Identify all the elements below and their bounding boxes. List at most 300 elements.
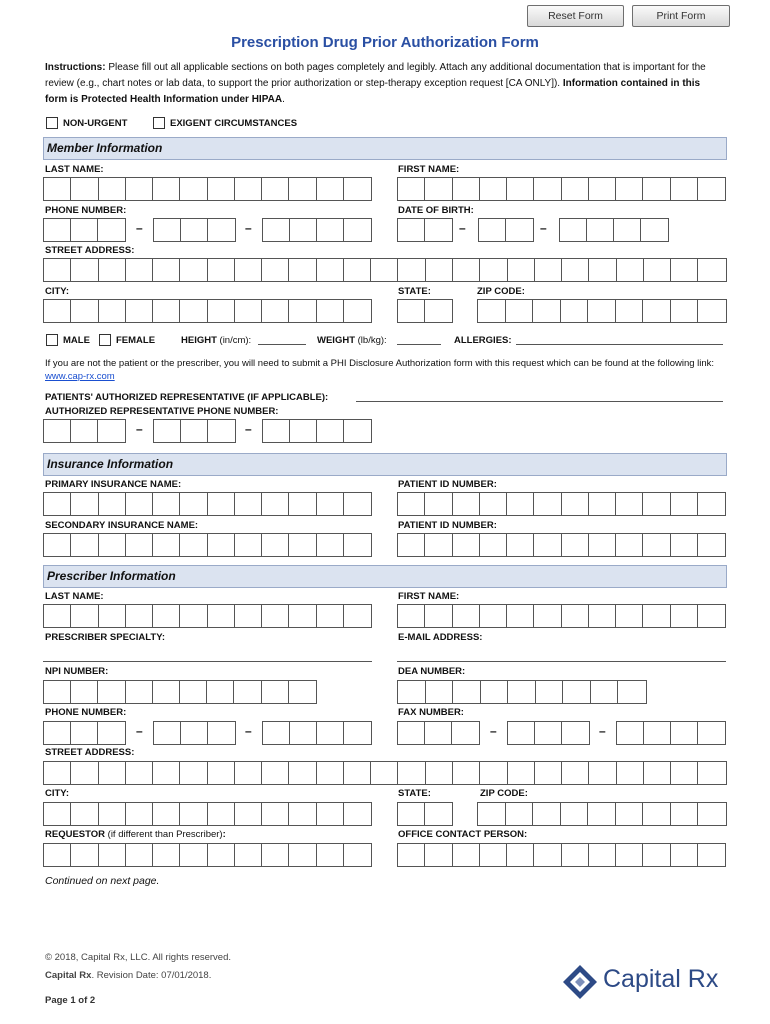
char-cell[interactable] — [425, 493, 452, 515]
char-cell[interactable] — [535, 722, 562, 744]
char-cell[interactable] — [235, 259, 262, 281]
specialty-input[interactable] — [43, 661, 372, 662]
char-cell[interactable] — [425, 534, 452, 556]
char-cell[interactable] — [617, 722, 644, 744]
char-cell[interactable] — [208, 219, 235, 241]
char-cell[interactable] — [534, 605, 561, 627]
char-cell[interactable] — [344, 534, 371, 556]
char-cell[interactable] — [398, 178, 425, 200]
char-cell[interactable] — [181, 219, 208, 241]
char-cell[interactable] — [44, 420, 71, 442]
char-cell[interactable] — [671, 178, 698, 200]
char-cell[interactable] — [153, 681, 180, 703]
char-cell[interactable] — [180, 803, 207, 825]
char-cell[interactable] — [643, 844, 670, 866]
char-cell[interactable] — [317, 219, 344, 241]
char-cell[interactable] — [398, 493, 425, 515]
char-cell[interactable] — [71, 420, 98, 442]
char-cell[interactable] — [208, 605, 235, 627]
char-cell[interactable] — [126, 803, 153, 825]
char-cell[interactable] — [289, 493, 316, 515]
fax-area[interactable] — [397, 721, 480, 745]
char-cell[interactable] — [71, 534, 98, 556]
char-cell[interactable] — [153, 803, 180, 825]
char-cell[interactable] — [71, 300, 98, 322]
char-cell[interactable] — [536, 681, 564, 703]
allergies-input[interactable] — [516, 344, 723, 345]
char-cell[interactable] — [589, 605, 616, 627]
char-cell[interactable] — [317, 493, 344, 515]
char-cell[interactable] — [44, 534, 71, 556]
cap-rx-link[interactable]: www.cap-rx.com — [45, 371, 115, 382]
char-cell[interactable] — [562, 722, 589, 744]
char-cell[interactable] — [481, 681, 509, 703]
char-cell[interactable] — [534, 534, 561, 556]
male-checkbox[interactable] — [46, 334, 58, 346]
char-cell[interactable] — [208, 300, 235, 322]
char-cell[interactable] — [371, 762, 398, 784]
char-cell[interactable] — [562, 605, 589, 627]
char-cell[interactable] — [317, 420, 344, 442]
char-cell[interactable] — [533, 803, 561, 825]
char-cell[interactable] — [671, 605, 698, 627]
char-cell[interactable] — [44, 493, 71, 515]
char-cell[interactable] — [398, 762, 425, 784]
char-cell[interactable] — [208, 844, 235, 866]
char-cell[interactable] — [44, 605, 71, 627]
char-cell[interactable] — [561, 803, 589, 825]
char-cell[interactable] — [589, 844, 616, 866]
char-cell[interactable] — [99, 803, 126, 825]
char-cell[interactable] — [153, 762, 180, 784]
char-cell[interactable] — [317, 178, 344, 200]
char-cell[interactable] — [643, 300, 671, 322]
char-cell[interactable] — [344, 493, 371, 515]
char-cell[interactable] — [425, 178, 452, 200]
char-cell[interactable] — [589, 259, 616, 281]
char-cell[interactable] — [235, 605, 262, 627]
char-cell[interactable] — [507, 534, 534, 556]
char-cell[interactable] — [425, 300, 452, 322]
fax-prefix[interactable] — [507, 721, 590, 745]
char-cell[interactable] — [289, 762, 316, 784]
char-cell[interactable] — [479, 219, 506, 241]
char-cell[interactable] — [426, 259, 453, 281]
char-cell[interactable] — [563, 681, 591, 703]
npi-field[interactable] — [43, 680, 317, 704]
char-cell[interactable] — [671, 300, 699, 322]
char-cell[interactable] — [478, 300, 506, 322]
char-cell[interactable] — [317, 762, 344, 784]
char-cell[interactable] — [262, 300, 289, 322]
char-cell[interactable] — [478, 803, 506, 825]
char-cell[interactable] — [589, 493, 616, 515]
char-cell[interactable] — [71, 681, 98, 703]
char-cell[interactable] — [534, 493, 561, 515]
char-cell[interactable] — [44, 803, 71, 825]
char-cell[interactable] — [317, 844, 344, 866]
char-cell[interactable] — [71, 178, 98, 200]
rep-phone-prefix[interactable] — [153, 419, 236, 443]
char-cell[interactable] — [99, 259, 126, 281]
char-cell[interactable] — [698, 722, 725, 744]
patient-id-field[interactable] — [397, 492, 726, 516]
char-cell[interactable] — [235, 534, 262, 556]
char-cell[interactable] — [235, 300, 262, 322]
female-checkbox[interactable] — [99, 334, 111, 346]
char-cell[interactable] — [508, 722, 535, 744]
char-cell[interactable] — [71, 605, 98, 627]
char-cell[interactable] — [289, 534, 316, 556]
member-street-field[interactable] — [43, 258, 727, 282]
char-cell[interactable] — [533, 300, 561, 322]
char-cell[interactable] — [153, 493, 180, 515]
char-cell[interactable] — [534, 844, 561, 866]
char-cell[interactable] — [344, 722, 371, 744]
member-dob-month[interactable] — [397, 218, 453, 242]
reset-form-button[interactable]: Reset Form — [527, 5, 624, 27]
prescriber-state-field[interactable] — [397, 802, 453, 826]
char-cell[interactable] — [453, 534, 480, 556]
char-cell[interactable] — [506, 300, 534, 322]
char-cell[interactable] — [289, 259, 316, 281]
char-cell[interactable] — [480, 844, 507, 866]
member-zip-field[interactable] — [477, 299, 727, 323]
char-cell[interactable] — [180, 178, 207, 200]
char-cell[interactable] — [616, 844, 643, 866]
char-cell[interactable] — [44, 844, 71, 866]
char-cell[interactable] — [98, 420, 125, 442]
char-cell[interactable] — [235, 844, 262, 866]
char-cell[interactable] — [507, 605, 534, 627]
char-cell[interactable] — [262, 803, 289, 825]
weight-input[interactable] — [397, 344, 441, 345]
char-cell[interactable] — [154, 420, 181, 442]
char-cell[interactable] — [180, 844, 207, 866]
char-cell[interactable] — [508, 762, 535, 784]
char-cell[interactable] — [616, 534, 643, 556]
char-cell[interactable] — [317, 803, 344, 825]
char-cell[interactable] — [698, 844, 725, 866]
secondary-insurance-field[interactable] — [43, 533, 372, 557]
char-cell[interactable] — [671, 762, 698, 784]
char-cell[interactable] — [587, 219, 614, 241]
char-cell[interactable] — [453, 681, 481, 703]
char-cell[interactable] — [44, 722, 71, 744]
char-cell[interactable] — [126, 178, 153, 200]
email-input[interactable] — [397, 661, 726, 662]
char-cell[interactable] — [208, 762, 235, 784]
char-cell[interactable] — [126, 534, 153, 556]
member-state-field[interactable] — [397, 299, 453, 323]
char-cell[interactable] — [398, 219, 425, 241]
char-cell[interactable] — [562, 844, 589, 866]
char-cell[interactable] — [426, 762, 453, 784]
char-cell[interactable] — [71, 259, 98, 281]
exigent-checkbox[interactable] — [153, 117, 165, 129]
char-cell[interactable] — [616, 178, 643, 200]
char-cell[interactable] — [99, 844, 126, 866]
char-cell[interactable] — [262, 844, 289, 866]
char-cell[interactable] — [671, 803, 699, 825]
char-cell[interactable] — [398, 722, 425, 744]
char-cell[interactable] — [614, 219, 641, 241]
char-cell[interactable] — [591, 681, 619, 703]
char-cell[interactable] — [71, 844, 98, 866]
char-cell[interactable] — [317, 534, 344, 556]
char-cell[interactable] — [180, 300, 207, 322]
member-phone-line[interactable] — [262, 218, 372, 242]
char-cell[interactable] — [344, 762, 371, 784]
char-cell[interactable] — [671, 844, 698, 866]
char-cell[interactable] — [71, 762, 98, 784]
char-cell[interactable] — [262, 681, 289, 703]
char-cell[interactable] — [588, 803, 616, 825]
char-cell[interactable] — [71, 493, 98, 515]
char-cell[interactable] — [698, 300, 726, 322]
char-cell[interactable] — [98, 722, 125, 744]
char-cell[interactable] — [126, 259, 153, 281]
char-cell[interactable] — [671, 493, 698, 515]
char-cell[interactable] — [698, 259, 725, 281]
char-cell[interactable] — [698, 803, 726, 825]
char-cell[interactable] — [398, 844, 425, 866]
char-cell[interactable] — [398, 300, 425, 322]
char-cell[interactable] — [208, 722, 235, 744]
char-cell[interactable] — [126, 605, 153, 627]
char-cell[interactable] — [99, 605, 126, 627]
prescriber-phone-area[interactable] — [43, 721, 126, 745]
char-cell[interactable] — [480, 178, 507, 200]
char-cell[interactable] — [126, 762, 153, 784]
char-cell[interactable] — [153, 605, 180, 627]
char-cell[interactable] — [453, 762, 480, 784]
char-cell[interactable] — [616, 803, 644, 825]
char-cell[interactable] — [154, 219, 181, 241]
char-cell[interactable] — [698, 178, 725, 200]
char-cell[interactable] — [589, 178, 616, 200]
char-cell[interactable] — [289, 844, 316, 866]
char-cell[interactable] — [290, 219, 317, 241]
fax-line[interactable] — [616, 721, 726, 745]
char-cell[interactable] — [262, 259, 289, 281]
char-cell[interactable] — [617, 762, 644, 784]
member-last-name-field[interactable] — [43, 177, 372, 201]
char-cell[interactable] — [616, 493, 643, 515]
char-cell[interactable] — [561, 300, 589, 322]
char-cell[interactable] — [289, 803, 316, 825]
char-cell[interactable] — [289, 300, 316, 322]
char-cell[interactable] — [616, 300, 644, 322]
member-phone-area[interactable] — [43, 218, 126, 242]
char-cell[interactable] — [99, 300, 126, 322]
member-phone-prefix[interactable] — [153, 218, 236, 242]
char-cell[interactable] — [180, 534, 207, 556]
char-cell[interactable] — [644, 259, 671, 281]
prescriber-first-name-field[interactable] — [397, 604, 726, 628]
char-cell[interactable] — [644, 722, 671, 744]
print-form-button[interactable]: Print Form — [632, 5, 730, 27]
char-cell[interactable] — [208, 534, 235, 556]
char-cell[interactable] — [344, 300, 371, 322]
char-cell[interactable] — [562, 534, 589, 556]
char-cell[interactable] — [262, 605, 289, 627]
char-cell[interactable] — [262, 178, 289, 200]
char-cell[interactable] — [181, 722, 208, 744]
char-cell[interactable] — [180, 762, 207, 784]
char-cell[interactable] — [71, 722, 98, 744]
rep-phone-area[interactable] — [43, 419, 126, 443]
primary-insurance-field[interactable] — [43, 492, 372, 516]
char-cell[interactable] — [560, 219, 587, 241]
prescriber-phone-prefix[interactable] — [153, 721, 236, 745]
char-cell[interactable] — [344, 420, 371, 442]
char-cell[interactable] — [398, 259, 425, 281]
char-cell[interactable] — [425, 722, 452, 744]
member-dob-day[interactable] — [478, 218, 534, 242]
prescriber-last-name-field[interactable] — [43, 604, 372, 628]
char-cell[interactable] — [618, 681, 646, 703]
char-cell[interactable] — [425, 844, 452, 866]
char-cell[interactable] — [562, 762, 589, 784]
char-cell[interactable] — [425, 803, 452, 825]
char-cell[interactable] — [344, 844, 371, 866]
char-cell[interactable] — [153, 178, 180, 200]
char-cell[interactable] — [153, 534, 180, 556]
char-cell[interactable] — [207, 681, 234, 703]
char-cell[interactable] — [317, 605, 344, 627]
office-contact-field[interactable] — [397, 843, 726, 867]
prescriber-zip-field[interactable] — [477, 802, 727, 826]
dea-field[interactable] — [397, 680, 647, 704]
char-cell[interactable] — [453, 259, 480, 281]
char-cell[interactable] — [344, 259, 371, 281]
char-cell[interactable] — [208, 420, 235, 442]
char-cell[interactable] — [452, 722, 479, 744]
char-cell[interactable] — [453, 605, 480, 627]
member-dob-year[interactable] — [559, 218, 669, 242]
char-cell[interactable] — [698, 605, 725, 627]
char-cell[interactable] — [453, 178, 480, 200]
char-cell[interactable] — [371, 259, 398, 281]
char-cell[interactable] — [589, 534, 616, 556]
char-cell[interactable] — [425, 605, 452, 627]
char-cell[interactable] — [126, 493, 153, 515]
char-cell[interactable] — [126, 844, 153, 866]
char-cell[interactable] — [643, 803, 671, 825]
char-cell[interactable] — [644, 762, 671, 784]
char-cell[interactable] — [671, 259, 698, 281]
char-cell[interactable] — [671, 722, 698, 744]
char-cell[interactable] — [44, 762, 71, 784]
char-cell[interactable] — [453, 493, 480, 515]
char-cell[interactable] — [534, 178, 561, 200]
rep-phone-line[interactable] — [262, 419, 372, 443]
char-cell[interactable] — [671, 534, 698, 556]
char-cell[interactable] — [344, 178, 371, 200]
char-cell[interactable] — [616, 605, 643, 627]
char-cell[interactable] — [99, 534, 126, 556]
char-cell[interactable] — [44, 681, 71, 703]
char-cell[interactable] — [263, 722, 290, 744]
member-first-name-field[interactable] — [397, 177, 726, 201]
char-cell[interactable] — [698, 493, 725, 515]
prescriber-phone-line[interactable] — [262, 721, 372, 745]
char-cell[interactable] — [263, 420, 290, 442]
char-cell[interactable] — [98, 219, 125, 241]
char-cell[interactable] — [153, 844, 180, 866]
char-cell[interactable] — [290, 722, 317, 744]
char-cell[interactable] — [289, 681, 316, 703]
char-cell[interactable] — [99, 178, 126, 200]
char-cell[interactable] — [398, 681, 426, 703]
char-cell[interactable] — [698, 534, 725, 556]
char-cell[interactable] — [208, 803, 235, 825]
char-cell[interactable] — [480, 534, 507, 556]
char-cell[interactable] — [262, 534, 289, 556]
char-cell[interactable] — [507, 844, 534, 866]
char-cell[interactable] — [453, 844, 480, 866]
char-cell[interactable] — [153, 259, 180, 281]
char-cell[interactable] — [507, 493, 534, 515]
char-cell[interactable] — [99, 762, 126, 784]
char-cell[interactable] — [181, 420, 208, 442]
char-cell[interactable] — [480, 493, 507, 515]
char-cell[interactable] — [480, 259, 507, 281]
char-cell[interactable] — [426, 681, 454, 703]
char-cell[interactable] — [562, 178, 589, 200]
char-cell[interactable] — [44, 219, 71, 241]
char-cell[interactable] — [262, 493, 289, 515]
char-cell[interactable] — [617, 259, 644, 281]
char-cell[interactable] — [506, 803, 534, 825]
char-cell[interactable] — [641, 219, 668, 241]
char-cell[interactable] — [290, 420, 317, 442]
char-cell[interactable] — [44, 259, 71, 281]
char-cell[interactable] — [289, 605, 316, 627]
non-urgent-checkbox[interactable] — [46, 117, 58, 129]
char-cell[interactable] — [98, 681, 125, 703]
char-cell[interactable] — [344, 605, 371, 627]
char-cell[interactable] — [44, 300, 71, 322]
char-cell[interactable] — [71, 219, 98, 241]
char-cell[interactable] — [643, 493, 670, 515]
char-cell[interactable] — [317, 259, 344, 281]
char-cell[interactable] — [562, 259, 589, 281]
char-cell[interactable] — [508, 681, 536, 703]
char-cell[interactable] — [154, 722, 181, 744]
char-cell[interactable] — [235, 762, 262, 784]
char-cell[interactable] — [508, 259, 535, 281]
char-cell[interactable] — [562, 493, 589, 515]
char-cell[interactable] — [589, 762, 616, 784]
char-cell[interactable] — [71, 803, 98, 825]
char-cell[interactable] — [126, 300, 153, 322]
prescriber-city-field[interactable] — [43, 802, 372, 826]
char-cell[interactable] — [425, 219, 452, 241]
char-cell[interactable] — [235, 493, 262, 515]
char-cell[interactable] — [398, 605, 425, 627]
char-cell[interactable] — [208, 493, 235, 515]
char-cell[interactable] — [180, 605, 207, 627]
patient-id-2-field[interactable] — [397, 533, 726, 557]
authorized-rep-input[interactable] — [356, 401, 723, 402]
char-cell[interactable] — [643, 178, 670, 200]
char-cell[interactable] — [643, 534, 670, 556]
char-cell[interactable] — [180, 493, 207, 515]
char-cell[interactable] — [588, 300, 616, 322]
char-cell[interactable] — [153, 300, 180, 322]
